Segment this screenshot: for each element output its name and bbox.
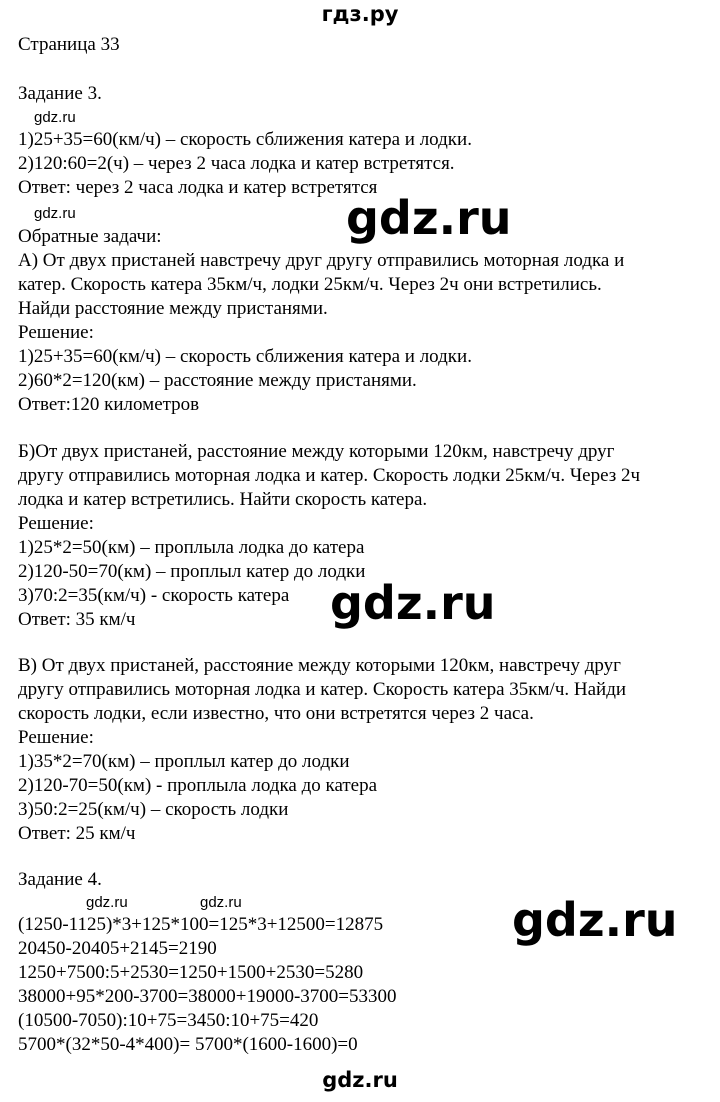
task-a-solution-label: Решение: [18, 322, 94, 343]
watermark-small: gdz.ru [200, 894, 242, 911]
task-c-line-3: скорость лодки, если известно, что они встретятся через 2 часа. [18, 703, 534, 724]
task4-line-6: 5700*(32*50-4*400)= 5700*(1600-1600)=0 [18, 1034, 358, 1055]
watermark-small: gdz.ru [86, 894, 128, 911]
task-a-answer: Ответ:120 километров [18, 394, 200, 415]
task-b-line-1: Б)От двух пристаней, расстояние между которыми 120км, навстречу друг [18, 441, 615, 462]
task3-heading: Задание 3. [18, 83, 102, 104]
watermark-big: gdz.ru [346, 191, 512, 245]
task-c-step-1: 1)35*2=70(км) – проплыл катер до лодки [18, 751, 350, 772]
watermark-small: gdz.ru [34, 109, 76, 126]
watermark-small: gdz.ru [34, 205, 76, 222]
watermark-big: gdz.ru [512, 893, 678, 947]
task-c-solution-label: Решение: [18, 727, 94, 748]
site-footer: gdz.ru [322, 1068, 398, 1092]
task-a-line-3: Найди расстояние между пристанями. [18, 298, 328, 319]
task-b-line-3: лодка и катер встретились. Найти скорость катера. [18, 489, 428, 510]
task4-line-5: (10500-7050):10+75=3450:10+75=420 [18, 1010, 319, 1031]
task-b-step-1: 1)25*2=50(км) – проплыла лодка до катера [18, 537, 365, 558]
task4-line-1: (1250-1125)*3+125*100=125*3+12500=12875 [18, 914, 384, 935]
page-title: Страница 33 [18, 34, 120, 55]
task4-line-4: 38000+95*200-3700=38000+19000-3700=53300 [18, 986, 397, 1007]
task-a-line-2: катер. Скорость катера 35км/ч, лодки 25км/ч. Через 2ч они встретились. [18, 274, 602, 295]
watermark-big: gdz.ru [330, 576, 496, 630]
task4-line-3: 1250+7500:5+2530=1250+1500+2530=5280 [18, 962, 364, 983]
task-a-step-1: 1)25+35=60(км/ч) – скорость сближения катера и лодки. [18, 346, 472, 367]
task4-line-2: 20450-20405+2145=2190 [18, 938, 217, 959]
task-b-step-2: 2)120-50=70(км) – проплыл катер до лодки [18, 561, 366, 582]
task-b-answer: Ответ: 35 км/ч [18, 609, 136, 630]
task-c-line-2: другу отправились моторная лодка и катер. Скорость катера 35км/ч. Найди [18, 679, 627, 700]
task-c-line-1: В) От двух пристаней, расстояние между которыми 120км, навстречу друг [18, 655, 621, 676]
task3-line-1: 1)25+35=60(км/ч) – скорость сближения катера и лодки. [18, 129, 472, 150]
task3-line-2: 2)120:60=2(ч) – через 2 часа лодка и катер встретятся. [18, 153, 455, 174]
task-c-answer: Ответ: 25 км/ч [18, 823, 136, 844]
task-b-solution-label: Решение: [18, 513, 94, 534]
task-c-step-3: 3)50:2=25(км/ч) – скорость лодки [18, 799, 289, 820]
task-c-step-2: 2)120-70=50(км) - проплыла лодка до катера [18, 775, 378, 796]
task3-answer: Ответ: через 2 часа лодка и катер встретятся [18, 177, 378, 198]
inverse-tasks-heading: Обратные задачи: [18, 226, 162, 247]
task-a-line-1: А) От двух пристаней навстречу друг другу отправились моторная лодка и [18, 250, 625, 271]
task-a-step-2: 2)60*2=120(км) – расстояние между пристанями. [18, 370, 417, 391]
task4-heading: Задание 4. [18, 869, 102, 890]
site-title: гдз.ру [321, 2, 399, 26]
task-b-step-3: 3)70:2=35(км/ч) - скорость катера [18, 585, 290, 606]
task-b-line-2: другу отправились моторная лодка и катер. Скорость лодки 25км/ч. Через 2ч [18, 465, 641, 486]
